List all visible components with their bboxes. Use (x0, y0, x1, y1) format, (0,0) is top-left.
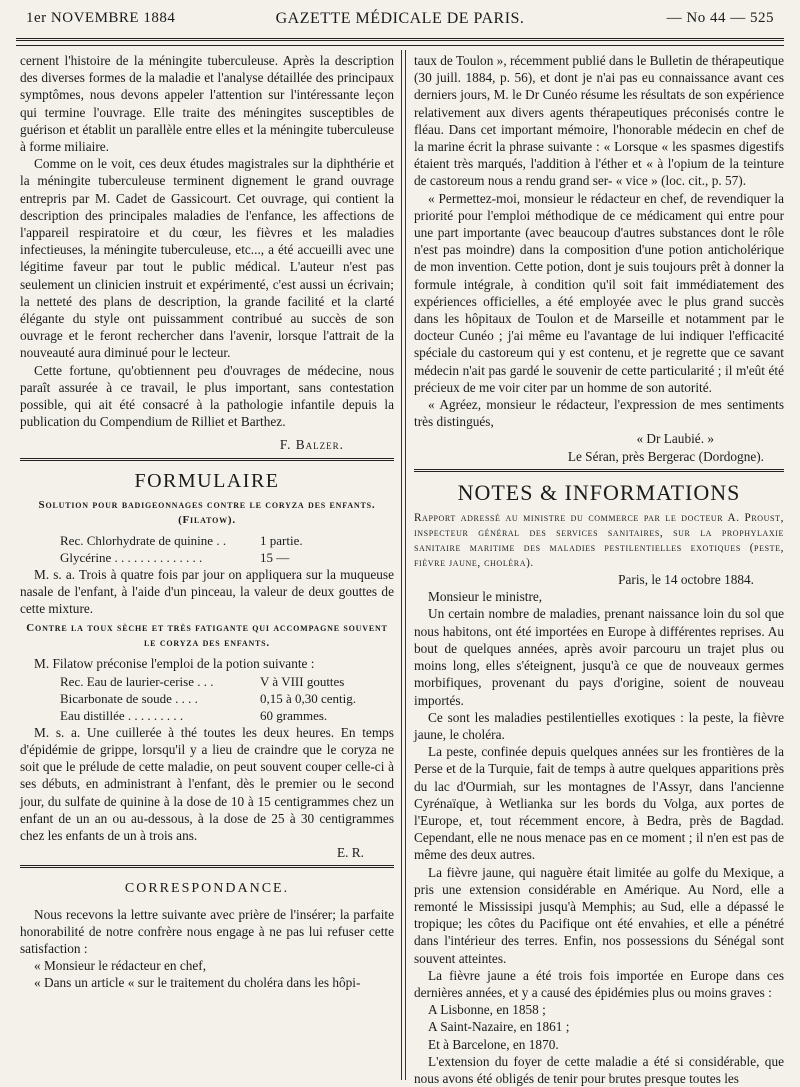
formula-item: Rec. Chlorhydrate de quinine . . (60, 532, 227, 548)
formula-dose: 60 grammes. (260, 707, 328, 723)
paragraph: L'extension du foyer de cette maladie a été si considérable, que nous avons été obligés de tenir pour brutes presque toutes les (414, 1053, 784, 1086)
formula-title: Solution pour badigeonnages contre le coryza des enfants. (Filatow). (38, 498, 376, 526)
formula-item: Eau distillée . . . . . . . . . (60, 707, 184, 723)
paragraph: La peste, confinée depuis quelques années sur les frontières de la Perse et de la Turquie, fait de temps à autre quelques apparitions près du lac d'Ourmiah, sur les montagnes de l'Assyr, dans l'ancienne Cyrénaïque, à Wetlianka sur les bords du Volga, aux portes de l'Europe, et, tout récemment encore, à Bedra, près de Bagdad. Cependant, elle ne nous menace pas en ce moment ; il n'en est pas de même des deux autres. (414, 744, 784, 863)
signature: F. Balzer. (279, 437, 344, 453)
formula-dose: 1 partie. (260, 532, 303, 548)
formula-row (20, 690, 394, 707)
formula-row (20, 532, 394, 549)
column-divider-2 (405, 50, 406, 1080)
section-title-notes: NOTES & INFORMATIONS (457, 479, 741, 505)
section-rule (20, 865, 394, 868)
section-rule (414, 469, 784, 472)
section-title-correspondance: CORRESPONDANCE. (124, 881, 290, 897)
signature-place: Le Séran, près Bergerac (Dordogne). (567, 448, 764, 464)
page-header (12, 8, 788, 36)
report-heading: Rapport adressé au ministre du commerce par le docteur A. Proust, inspecteur général des services sanitaires, sur la prophylaxie sanitaire maritime des maladies pestilentielles exotiques (peste, fièvre jaune, choléra). (414, 512, 784, 570)
paragraph: M. s. a. Trois à quatre fois par jour on appliquera sur la muqueuse nasale de l'enfant, à l'aide d'un pinceau, la valeur de deux gouttes de cette mixture. (20, 566, 394, 617)
paragraph: taux de Toulon », récemment publié dans le Bulletin de thérapeutique (30 juill. 1884, p. 56), et dont je n'ai pas eu connaissance avant ces derniers jours, M. le Dr Cunéo résume les résultats de son expérience relativement aux divers agents thérapeutiques préconisés contre le fléau. Dans cet important mémoire, l'honorable médecin en chef de la marine écrit la phrase suivante : « Lorsque « les spasmes digestifs étaient très marqués, l'addition à l'éther et « à l'opium de la teinture de castoreum nous a rendu grand ser- « vice » (loc. cit., p. 57). (414, 53, 784, 189)
formula-dose: 15 — (260, 549, 290, 565)
publication-title: GAZETTE MÉDICALE DE PARIS. (275, 10, 525, 27)
paragraph: Nous recevons la lettre suivante avec prière de l'insérer; la parfaite honorabilité de notre confrère nous engage à ne pas lui refuser cette satisfaction : (20, 906, 394, 956)
formula-row (20, 549, 394, 566)
list-item: A Saint-Nazaire, en 1861 ; (428, 1019, 570, 1035)
signature: « Dr Laubié. » (636, 431, 714, 447)
formula-item: Glycérine . . . . . . . . . . . . . . (60, 549, 203, 565)
salutation: Monsieur le ministre, (428, 589, 543, 605)
paragraph: M. Filatow préconise l'emploi de la potion suivante : (34, 656, 315, 672)
header-rule-thin (16, 45, 784, 46)
paragraph: « Agréez, monsieur le rédacteur, l'expression de mes sentiments très distingués, (414, 397, 784, 430)
paragraph: cernent l'histoire de la méningite tuberculeuse. Après la description des diverses formes de la maladie et l'analyse détaillée des principaux symptômes, nous devons appeler l'attention sur l'intéressante leçon qui termine l'ouvrage. Elle traite des méningites susceptibles de guérison et établit un parallèle entre elles et la méningite tuberculeuse à forme miliaire. (20, 53, 394, 155)
paragraph: M. s. a. Une cuillerée à thé toutes les deux heures. En temps d'épidémie de grippe, lorsqu'il y a lieu de craindre que le coryza ne soit que le prélude de cette maladie, on peut souvent couper celle-ci à ses débuts, en administrant à l'enfant, dès le premier ou le second jour, du sulfate de quinine à la dose de 10 à 15 centigrammes chez un enfant de un an ou au-dessous, à la dose de 25 à 30 centigrammes chez les enfants de un à trois ans. (20, 724, 394, 843)
header-rule (16, 38, 784, 41)
paragraph: La fièvre jaune a été trois fois importée en Europe dans ces dernières années, et y a causé des épidémies plus ou moins graves : (414, 967, 784, 1000)
paragraph: La fièvre jaune, qui naguère était limitée au golfe du Mexique, a pris une extension considérable en Amérique. Au Nord, elle a remonté le Mississipi jusqu'à Memphis; au Sud, elle a dépassé le tropique; les côtes du Pacifique ont été envahies, et elle a pénétré dans l'intérieur des terres. Enfin, nos possessions du Sénégal sont souvent atteintes. (414, 864, 784, 966)
formula-dose: 0,15 à 0,30 centig. (260, 690, 357, 706)
issue-number: — No 44 — 525 (666, 10, 774, 26)
paragraph: Un certain nombre de maladies, prenant naissance loin du sol que nous habitons, ont été importées en Europe à différentes reprises. Au bout de quelques années, après avoir parcouru un trajet plus ou moins long, elles s'éteignent, jusqu'à ce que de nouveaux germes morbifiques, provenant du pays d'origine, soient de nouveau importés. (414, 606, 784, 708)
formula-row (20, 673, 394, 690)
signature: E. R. (337, 845, 364, 861)
formula-row (20, 707, 394, 724)
paragraph: Comme on le voit, ces deux études magistrales sur la diphthérie et la méningite tuberculeuse terminent dignement le grand ouvrage entrepris par M. Cadet de Gassicourt. Cet ouvrage, qui contient la description des principales maladies de l'enfance, les affections de l'appareil respiratoire et du cœur, les fièvres et les maladies infectieuses, la méningite tuberculeuse, etc..., a été accueilli avec une légitime faveur par tout le public médical. L'auteur n'est pas seulement un clinicien instruit et expérimenté, c'est aussi un écrivain; la netteté des plans de description, la grande facilité et la clarté élégante du style ont puissamment contribué au succès de son ouvrage et le feront rechercher dans l'avenir, lorsque l'attrait de la nouveauté aura diminué pour le lecteur. (20, 156, 394, 361)
formula-item: Bicarbonate de soude . . . . (60, 690, 198, 706)
paragraph: « Dans un article « sur le traitement du choléra dans les hôpi- (34, 975, 361, 991)
paragraph: « Permettez-moi, monsieur le rédacteur en chef, de revendiquer la priorité pour l'emploi méthodique de ce médicament qui entre pour une part importante (avec beaucoup d'autres substances dont le rôle n'est pas moindre) dans la composition d'une potion anticholérique de mon invention. Cette potion, dont je suis toujours prêt à donner la formule intégrale, à condition qu'il soit fait immédiatement des expériences officielles, a été employée avec le plus grand succès dans les hôpitaux de Toulon et de Marseille et notamment par le docteur Cunéo ; j'ai même eu l'avantage de lui indiquer l'efficacité spéciale du castoreum qui y est contenu, et je regrette que ce savant médecin n'ait pas gardé le souvenir de cette particularité ; il m'eût été précieux de me voir citer par un homme de son autorité. (414, 190, 784, 395)
section-rule (20, 458, 394, 461)
issue-date: 1er NOVEMBRE 1884 (26, 10, 176, 26)
place-date: Paris, le 14 octobre 1884. (618, 572, 754, 588)
paragraph: Ce sont les maladies pestilentielles exotiques : la peste, la fièvre jaune, le choléra. (414, 709, 784, 742)
paragraph: « Monsieur le rédacteur en chef, (34, 958, 207, 974)
formula-title: Contre la toux sèche et très fatigante qui accompagne souvent le coryza des enfants. (26, 622, 388, 650)
column-divider (401, 50, 402, 1080)
formula-dose: V à VIII gouttes (260, 673, 345, 689)
formula-item: Rec. Eau de laurier-cerise . . . (60, 673, 214, 689)
paragraph: Cette fortune, qu'obtiennent peu d'ouvrages de médecine, nous paraît assurée à ce travail, le plus important, sans contestation possible, qui ait été consacré à la pathologie infantile depuis la publication du Compendium de Rilliet et Barthez. (20, 362, 394, 430)
list-item: A Lisbonne, en 1858 ; (428, 1002, 546, 1018)
left-column (20, 52, 394, 992)
right-column (414, 52, 784, 1087)
section-title-formulaire: FORMULAIRE (134, 469, 280, 492)
list-item: Et à Barcelone, en 1870. (428, 1036, 559, 1052)
